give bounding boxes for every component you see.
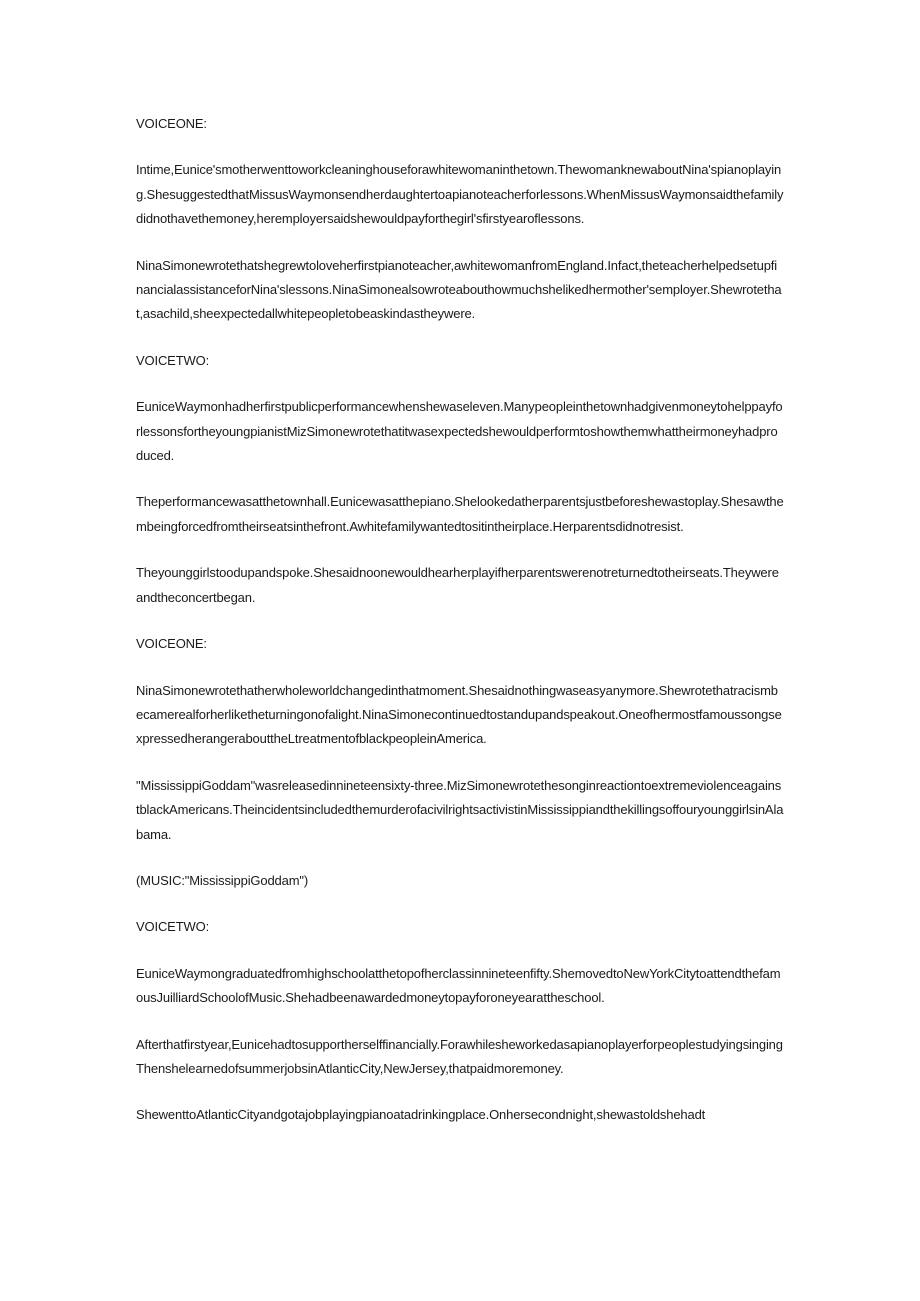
speaker-label: VOICETWO: [136,919,210,935]
speaker-label: VOICEONE: [136,636,207,652]
body-paragraph: NinaSimonewrotethatshegrewtoloveherfirstpianoteacher,awhitewomanfromEngland.Infact,theteacherhelpedsetupfinancialassistanceforNina'slessons.NinaSimonealsowroteabouthowmuchshelikedhermother'semployer.Shewrotethat,asachild,sheexpectedallwhitepeopletobeaskindastheywere. [136,257,782,322]
body-paragraph: NinaSimonewrotethatherwholeworldchangedinthatmoment.Shesaidnothingwaseasyanymore.Shewrotethatracismbecamerealforherliketheturningonofalight.NinaSimonecontinuedtostandupandspeakout.OneofhermostfamoussongsexpressedherangerabouttheLtreatmentofblackpeopleinAmerica. [136,682,782,747]
body-paragraph: Intime,Eunice'smotherwenttoworkcleaninghouseforawhitewomaninthetown.ThewomanknewaboutNina'spianoplaying.ShesuggestedthatMissusWaymonsendherdaughtertoapianoteacherforlessons.WhenMissusWaymonsaidthefamilydidnothavethemoney,heremployersaidshewouldpayforthegirl'sfirstyearoflessons. [136,162,784,227]
speaker-label: VOICETWO: [136,352,210,368]
body-paragraph: ShewenttoAtlanticCityandgotajobplayingpianoatadrinkingplace.Onhersecondnight,shewastoldshehadt [136,1107,706,1123]
body-paragraph: "MississippiGoddam"wasreleasedinnineteensixty-three.MizSimonewrotethesonginreactiontoextremeviolenceagainstblackAmericans.TheincidentsincludedthemurderofacivilrightsactivistinMississippiandthekillingsoffouryounggirlsinAlabama. [136,777,784,842]
document-page [136,112,784,1150]
body-paragraph: EuniceWaymonhadherfirstpublicperformancewhenshewaseleven.ManypeopleinthetownhadgivenmoneytohelppayforlessonsfortheyoungpianistMizSimonewrotethatitwasexpectedshewouldperformtoshowthemwhattheirmoneyhadproduced. [136,399,783,464]
body-paragraph: Theperformancewasatthetownhall.Eunicewasatthepiano.Shelookedatherparentsjustbeforeshewastoplay.Shesawthembeingforcedfromtheirseatsinthefront.Awhitefamilywantedtositintheirplace.Herparentsdidnotresist. [136,494,784,534]
body-paragraph: Theyounggirlstoodupandspoke.Shesaidnoonewouldhearherplayifherparentswerenotreturnedtotheirseats.Theywereandtheconcertbegan. [136,565,779,605]
music-cue: (MUSIC:"MississippiGoddam") [136,872,309,888]
body-paragraph: Afterthatfirstyear,Eunicehadtosupportherselffinancially.ForawhilesheworkedasapianoplayerforpeoplestudyingsingingThenshelearnedofsummerjobsinAtlanticCity,NewJersey,thatpaidmoremoney. [136,1036,783,1076]
body-paragraph: EuniceWaymongraduatedfromhighschoolatthetopofherclassinnineteenfifty.ShemovedtoNewYorkCitytoattendthefamousJuilliardSchoolofMusic.Shehadbeenawardedmoneytopayforoneyearattheschool. [136,965,781,1006]
speaker-label: VOICEONE: [136,116,207,131]
